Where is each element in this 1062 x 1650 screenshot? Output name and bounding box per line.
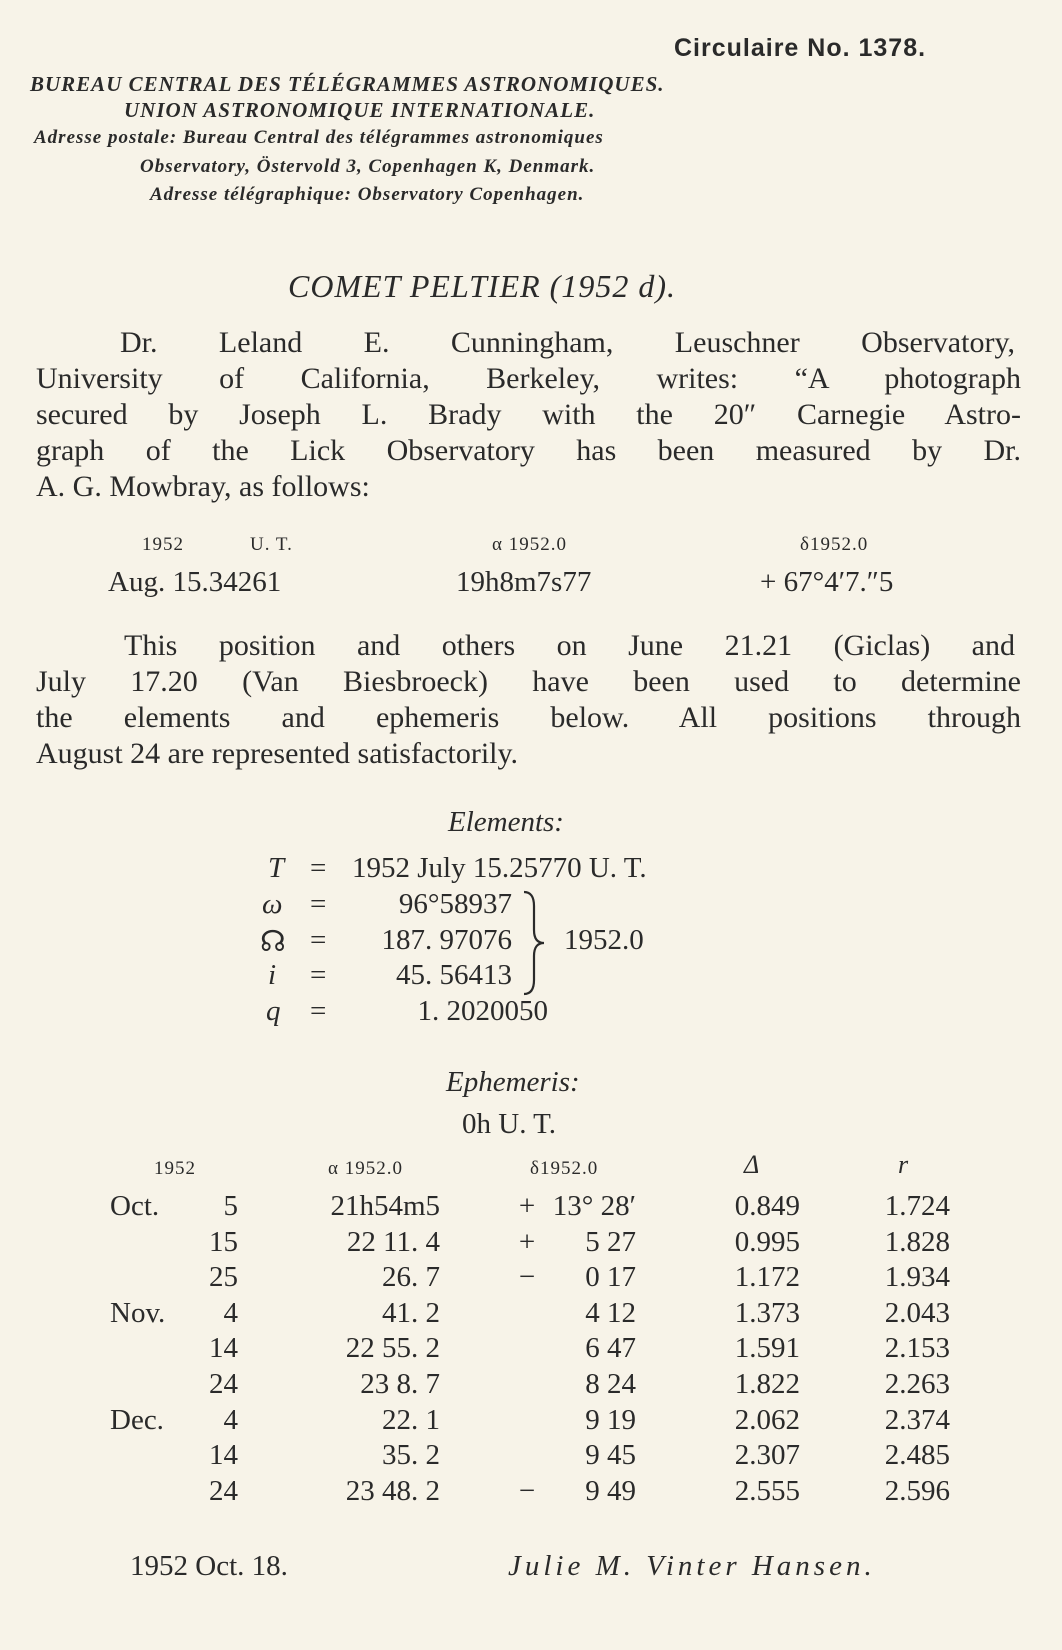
- element-symbol: ☊: [260, 926, 286, 958]
- eph-r: 1.724: [884, 1190, 950, 1222]
- eph-declination: 0 17: [585, 1261, 636, 1294]
- intro-line: University of California, Berkeley, writes: “A photograph: [36, 362, 1021, 395]
- intro-line: secured by Joseph L. Brady with the 20″ Carnegie Astro-: [36, 398, 1021, 431]
- obs-date: Aug. 15.34261: [108, 566, 282, 598]
- intro-line: Dr. Leland E. Cunningham, Leuschner Observatory,: [120, 326, 1015, 359]
- eph-r: 2.596: [884, 1474, 950, 1507]
- eph-declination: 8 24: [585, 1368, 636, 1400]
- eph-declination: 9 49: [585, 1474, 636, 1507]
- element-value: 187. 97076: [381, 924, 512, 956]
- eph-declination: 13° 28′: [552, 1190, 636, 1222]
- eph-distance: 2.307: [734, 1439, 800, 1472]
- postal-address-line2: Observatory, Östervold 3, Copenhagen K, Denmark.: [140, 156, 596, 177]
- eph-declination: 9 45: [585, 1439, 636, 1472]
- postal-address-line1: Adresse postale: Bureau Central des télégrammes astronomiques: [34, 127, 604, 148]
- element-symbol: i: [268, 959, 277, 991]
- union-name: UNION ASTRONOMIQUE INTERNATIONALE.: [124, 98, 596, 122]
- element-equals: =: [310, 995, 327, 1027]
- obs-header-ut: U. T.: [250, 534, 293, 555]
- eph-day: 14: [209, 1439, 238, 1472]
- element-value: 45. 56413: [396, 959, 512, 991]
- element-equals: =: [310, 888, 327, 920]
- elements-heading: Elements:: [448, 806, 564, 838]
- eph-distance: 1.172: [734, 1261, 800, 1294]
- element-symbol: ω: [262, 888, 283, 920]
- elements-epoch: 1952.0: [564, 924, 644, 956]
- para2-line: July 17.20 (Van Biesbroeck) have been used to determine: [36, 665, 1021, 698]
- signature: Julie M. Vinter Hansen.: [508, 1550, 876, 1582]
- element-value: 1. 2020050: [417, 995, 548, 1027]
- element-equals: =: [310, 852, 327, 884]
- obs-header-delta: δ1952.0: [800, 534, 869, 555]
- telegraph-address: Adresse télégraphique: Observatory Copenhagen.: [150, 184, 585, 205]
- intro-line: A. G. Mowbray, as follows:: [36, 470, 370, 503]
- eph-declination: 5 27: [585, 1225, 636, 1258]
- eph-right-ascension: 22 11. 4: [346, 1225, 440, 1258]
- eph-distance: 0.849: [734, 1190, 800, 1222]
- eph-day: 24: [209, 1474, 238, 1507]
- para2-line: the elements and ephemeris below. All positions through: [36, 701, 1021, 734]
- obs-declination: + 67°4′7.″5: [760, 566, 894, 598]
- eph-day: 5: [223, 1190, 238, 1222]
- eph-distance: 1.373: [734, 1296, 800, 1329]
- eph-r: 2.374: [884, 1403, 950, 1436]
- eph-right-ascension: 21h54m5: [330, 1190, 440, 1222]
- eph-month: Nov.: [110, 1296, 166, 1329]
- eph-day: 25: [209, 1261, 238, 1294]
- eph-declination: 9 19: [585, 1403, 636, 1436]
- eph-header-r: r: [898, 1150, 909, 1179]
- ephemeris-heading: Ephemeris:: [446, 1066, 580, 1098]
- eph-r: 2.263: [884, 1368, 950, 1400]
- eph-month: Oct.: [110, 1190, 160, 1222]
- element-equals: =: [310, 959, 327, 991]
- eph-distance: 1.822: [734, 1368, 800, 1400]
- eph-distance: 2.555: [734, 1474, 800, 1507]
- eph-header-year: 1952: [154, 1158, 196, 1179]
- eph-r: 2.485: [884, 1439, 950, 1472]
- obs-header-alpha: α 1952.0: [492, 534, 567, 555]
- eph-month: Dec.: [110, 1403, 164, 1436]
- eph-distance: 1.591: [734, 1332, 800, 1365]
- obs-header-year: 1952: [142, 534, 184, 555]
- eph-right-ascension: 23 48. 2: [345, 1474, 440, 1507]
- eph-dec-sign: −: [518, 1474, 536, 1507]
- circular-number: Circulaire No. 1378.: [674, 34, 927, 62]
- element-value: 96°58937: [398, 888, 512, 920]
- eph-distance: 2.062: [734, 1403, 800, 1436]
- eph-right-ascension: 41. 2: [382, 1296, 440, 1329]
- eph-day: 14: [209, 1332, 238, 1365]
- eph-day: 15: [209, 1225, 238, 1258]
- eph-day: 4: [223, 1296, 238, 1329]
- eph-right-ascension: 35. 2: [382, 1439, 440, 1472]
- eph-declination: 4 12: [585, 1296, 636, 1329]
- page-title: COMET PELTIER (1952 d).: [288, 268, 676, 304]
- elements-brace: [520, 888, 548, 998]
- eph-header-alpha: α 1952.0: [328, 1158, 403, 1179]
- eph-dec-sign: +: [518, 1190, 536, 1222]
- para2-line: This position and others on June 21.21 (Giclas) and: [124, 629, 1015, 662]
- eph-right-ascension: 26. 7: [382, 1261, 440, 1294]
- eph-day: 4: [223, 1403, 238, 1436]
- bureau-name: BUREAU CENTRAL DES TÉLÉGRAMMES ASTRONOMIQUES.: [30, 72, 665, 96]
- eph-right-ascension: 23 8. 7: [360, 1368, 440, 1400]
- eph-right-ascension: 22 55. 2: [345, 1332, 440, 1365]
- para2-line: August 24 are represented satisfactorily.: [36, 737, 519, 770]
- eph-header-delta: δ1952.0: [530, 1158, 599, 1179]
- element-symbol: T: [268, 852, 285, 884]
- element-equals: =: [310, 924, 327, 956]
- eph-distance: 0.995: [734, 1225, 800, 1258]
- eph-r: 2.043: [884, 1296, 950, 1329]
- footer-date: 1952 Oct. 18.: [130, 1550, 288, 1582]
- eph-r: 1.828: [884, 1225, 950, 1258]
- eph-declination: 6 47: [585, 1332, 636, 1365]
- eph-dec-sign: −: [518, 1261, 536, 1294]
- obs-right-ascension: 19h8m7s77: [456, 566, 592, 598]
- eph-header-distance: Δ: [744, 1150, 760, 1179]
- eph-r: 1.934: [884, 1261, 950, 1294]
- eph-r: 2.153: [884, 1332, 950, 1365]
- eph-right-ascension: 22. 1: [382, 1403, 440, 1436]
- element-symbol: q: [266, 995, 281, 1027]
- ephemeris-subheading: 0h U. T.: [462, 1108, 556, 1140]
- element-value: 1952 July 15.25770 U. T.: [352, 852, 647, 884]
- eph-dec-sign: +: [518, 1225, 536, 1258]
- intro-line: graph of the Lick Observatory has been measured by Dr.: [36, 434, 1021, 467]
- eph-day: 24: [209, 1368, 238, 1400]
